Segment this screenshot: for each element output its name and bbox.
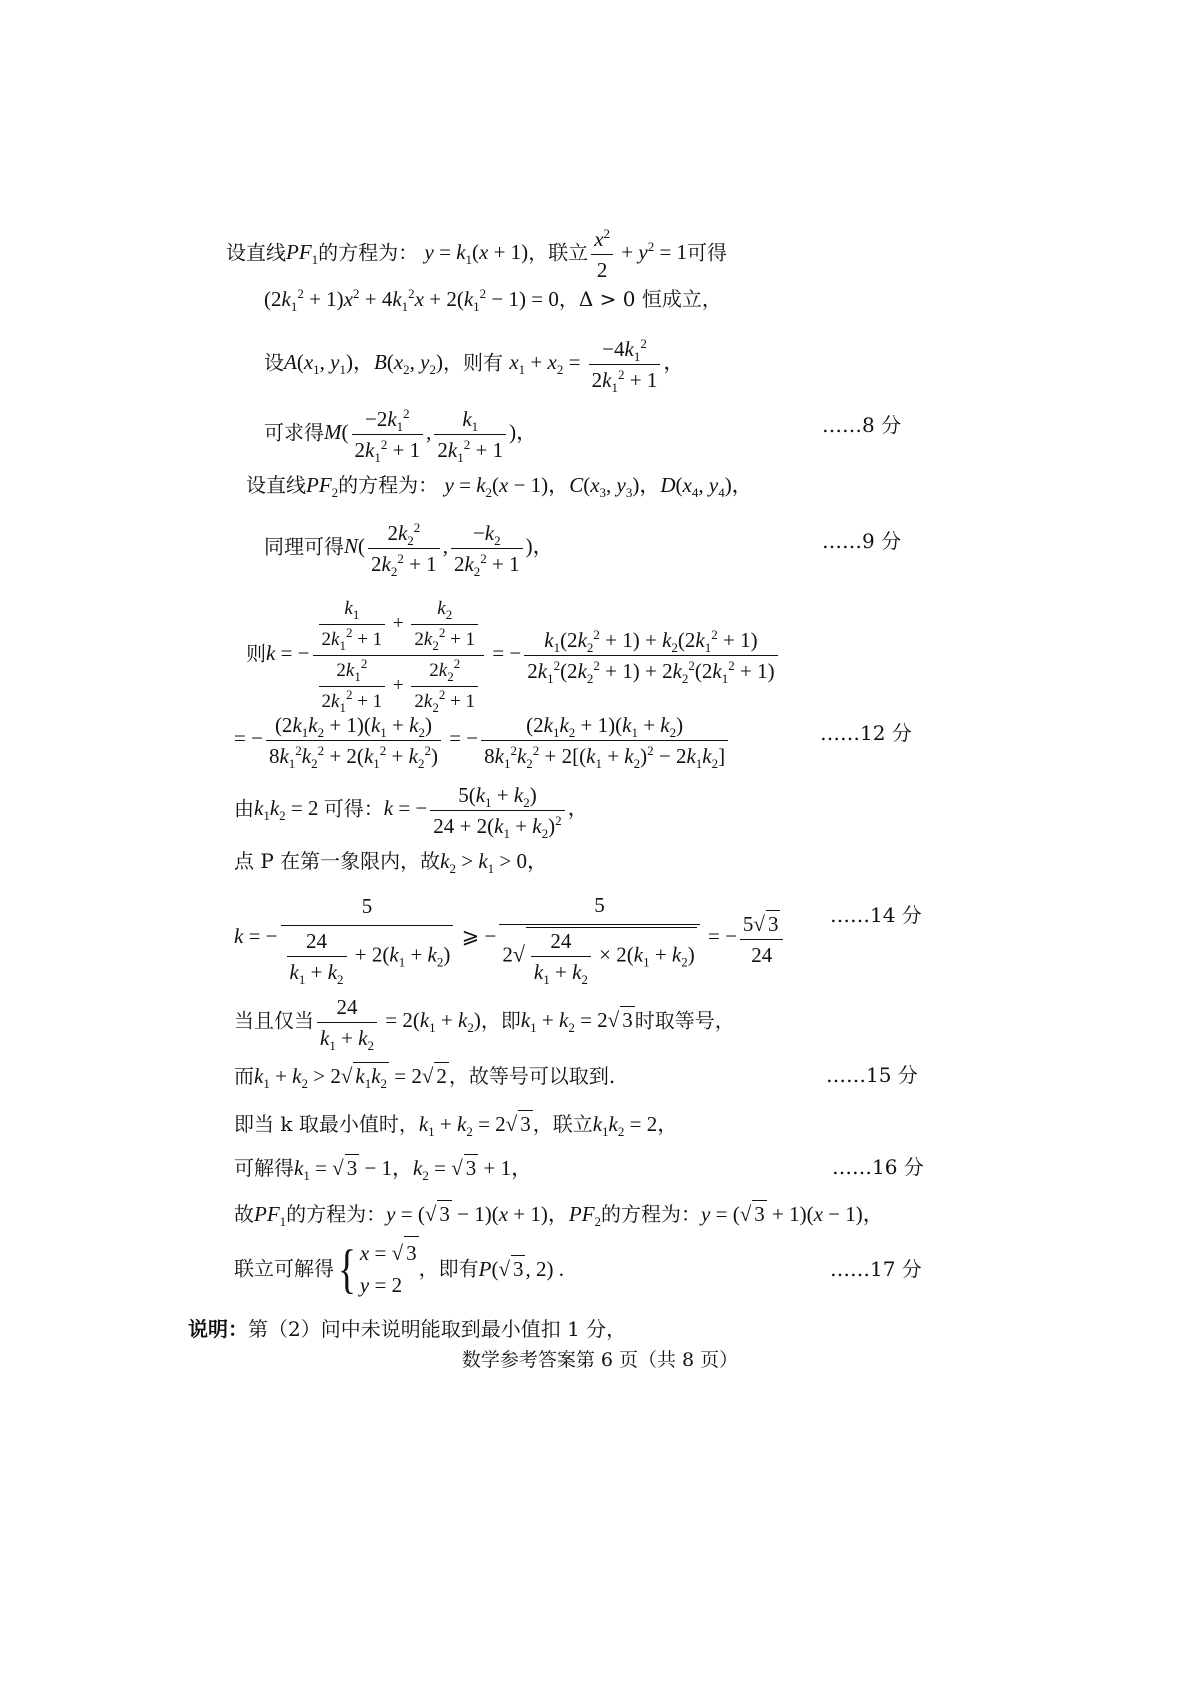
step-line-1: 设直线$PF_1$的方程为： $y = k_1(x + 1)$，联立 $\frac{x^2}{2}$ + $y^2 = 1$可得 — [226, 226, 728, 282]
page-footer: 数学参考答案第 6 页（共 8 页） — [461, 1349, 739, 1371]
note-text: 第（2）问中未说明能取到最小值扣 1 分， — [248, 1317, 627, 1341]
step-line-7: 则k = − $\frac{k_1}{2k_1^2 + 1}$ + $\frac{k_2}{2k_2^2 + 1}$ $\frac{2k_1^2}{2k_1^2 + 1}$ + $\frac{2k_2^2}{2k_2^2 + 1}$ = − $\frac{k_1(2k_2^2 + 1) + k_2(2k_1^2 + 1)}{2k_1^2(2k_2^2 + 1) + 2k_2^2(2k_1^2 + 1)}$ — [246, 596, 781, 715]
step-line-4: 可求得M( $\frac{-2k_1^2}{2k_1^2 + 1}$ , $\frac{k_1}{2k_1^2 + 1}$ )， — [264, 406, 538, 465]
score-15: ……15 分 — [826, 1063, 918, 1087]
score-9: ……9 分 — [822, 529, 902, 553]
step-line-10: 点 P 在第一象限内，故$k_2 > k_1 > 0$， — [234, 849, 549, 876]
score-17: ……17 分 — [830, 1257, 922, 1281]
step-line-16: 故$PF_1$的方程为：y = (√ 3 − 1)(x + 1)，$PF_2$的方程为：y = (√ 3 + 1)(x − 1)， — [234, 1202, 884, 1229]
score-12: ……12 分 — [820, 721, 912, 745]
step-line-17: 联立可解得{ x = √ 3 y = 2 ，即有P(√ 3, 2) . — [234, 1236, 564, 1301]
note-label: 说明： — [188, 1317, 248, 1341]
step-line-14: 即当 k 取最小值时，$k_1 + k_2 = 2√$ 3 ，联立$k_1k_2 = 2$， — [234, 1112, 679, 1139]
step-line-3: 设$A(x_1$, $y_1$)，$B(x_2$, $y_2$)，则有 $x_1 + x_2$ = $\frac{-4k_1^2}{2k_1^2 + 1}$ ， — [264, 336, 685, 395]
grading-note — [188, 1316, 626, 1342]
step-line-8: = − $\frac{(2k_1k_2 + 1)(k_1 + k_2)}{8k_1^2k_2^2 + 2(k_1^2 + k_2^2)}$ = − $\frac{(2k_1k_2 + 1)(k_1 + k_2)}{8k_1^2k_2^2 + 2[(k_1 + k_2)^2 - 2k_1k_2]}$ — [234, 712, 731, 769]
step-line-5: 设直线$PF_2$的方程为： $y = k_2(x - 1)$，$C(x_3$, $y_3$)，$D(x_4$, $y_4$)， — [246, 473, 753, 500]
score-14: ……14 分 — [830, 903, 922, 927]
step-line-9: 由$k_1k_2 = 2$ 可得：k = − $\frac{5(k_1 + k_2)}{24 + 2(k_1 + k_2)^2}$ ， — [234, 783, 589, 841]
step-line-6: 同理可得N( $\frac{2k_2^2}{2k_2^2 + 1}$ , $\frac{-k_2}{2k_2^2 + 1}$ )， — [264, 520, 554, 579]
score-16: ……16 分 — [832, 1155, 924, 1179]
step-line-15: 可解得$k_1$ = √ 3 − 1，$k_2$ = √ 3 + 1， — [234, 1156, 533, 1183]
score-8: ……8 分 — [822, 413, 902, 437]
step-line-12: 当且仅当 $\frac{24}{k_1 + k_2}$ = $2(k_1 + k_2)$，即$k_1 + k_2 = 2√$ 3 时取等号， — [234, 995, 735, 1053]
step-line-13: 而$k_1 + k_2 > 2√$ $k_1k_2 = 2√$ 2 ，故等号可以取到. — [234, 1064, 616, 1091]
step-line-11: k = − 5 $\frac{24}{k_1 + k_2}$ + $2(k_1 + k_2)$ ⩾ − 5 2√ $\frac{24}{k_1 + k_2}$ × $2(k_1 + k_2)$ = − $\frac{5√ 3}{24}$ — [234, 892, 786, 985]
step-line-2: $(2k_1^2 + 1)x^2 + 4k_1^2x + 2(k_1^2 - 1) = 0$，Δ > 0 恒成立， — [264, 286, 722, 314]
